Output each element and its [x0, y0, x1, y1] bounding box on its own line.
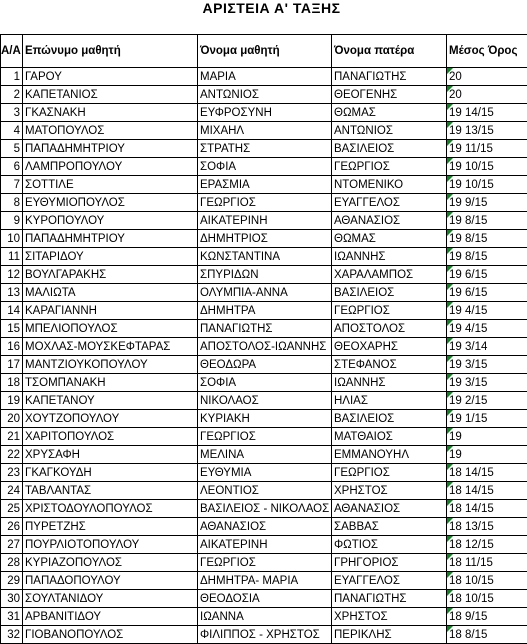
cell-father-name[interactable]: ΠΑΝΑΓΙΩΤΗΣ	[332, 590, 447, 608]
cell-surname[interactable]: ΠΑΠΑΔΟΠΟΥΛΟΥ	[23, 572, 198, 590]
header-first-name: Όνομα μαθητή	[198, 35, 332, 68]
table-row	[1, 230, 527, 248]
cell-index[interactable]: 30	[1, 590, 23, 608]
cell-index[interactable]: 5	[1, 140, 23, 158]
table-row	[1, 428, 527, 446]
cell-index[interactable]: 9	[1, 212, 23, 230]
cell-father-name[interactable]: ΙΩΑΝΝΗΣ	[332, 374, 447, 392]
cell-index[interactable]: 6	[1, 158, 23, 176]
cell-average[interactable]: 19 10/15	[447, 176, 527, 194]
table-row	[1, 356, 527, 374]
table-row	[1, 410, 527, 428]
table-row	[1, 392, 527, 410]
cell-first-name[interactable]: ΜΕΛΙΝΑ	[198, 446, 332, 464]
table-row	[1, 68, 527, 86]
cell-first-name[interactable]: ΙΩΑΝΝΑ	[198, 608, 332, 626]
cell-index[interactable]: 20	[1, 410, 23, 428]
cell-index[interactable]: 12	[1, 266, 23, 284]
cell-surname[interactable]: ΠΑΠΑΔΗΜΗΤΡΙΟΥ	[23, 140, 198, 158]
table-row	[1, 626, 527, 644]
header-average: Μέσος Όρος	[447, 35, 527, 68]
cell-surname[interactable]: ΜΠΕΛΙΟΠΟΥΛΟΣ	[23, 320, 198, 338]
cell-first-name[interactable]: ΣΠΥΡΙΔΩΝ	[198, 266, 332, 284]
cell-surname[interactable]: ΑΡΒΑΝΙΤΙΔΟΥ	[23, 608, 198, 626]
cell-average[interactable]: 19 4/15	[447, 320, 527, 338]
cell-surname[interactable]: ΚΑΡΑΓΙΑΝΝΗ	[23, 302, 198, 320]
cell-first-name[interactable]: ΑΝΤΩΝΙΟΣ	[198, 86, 332, 104]
cell-father-name[interactable]: ΕΥΑΓΓΕΛΟΣ	[332, 572, 447, 590]
cell-average[interactable]: 19 8/15	[447, 212, 527, 230]
cell-surname[interactable]: ΠΑΠΑΔΗΜΗΤΡΙΟΥ	[23, 230, 198, 248]
cell-father-name[interactable]: ΑΠΟΣΤΟΛΟΣ	[332, 320, 447, 338]
cell-index[interactable]: 11	[1, 248, 23, 266]
table-row	[1, 176, 527, 194]
cell-average[interactable]: 19 3/14	[447, 338, 527, 356]
cell-surname[interactable]: ΣΟΤΤΙΛΕ	[23, 176, 198, 194]
cell-average[interactable]: 18 8/15	[447, 626, 527, 644]
cell-father-name[interactable]: ΓΕΩΡΓΙΟΣ	[332, 158, 447, 176]
cell-average[interactable]: 19	[447, 428, 527, 446]
cell-average[interactable]: 19 6/15	[447, 284, 527, 302]
cell-average[interactable]: 19	[447, 446, 527, 464]
cell-father-name[interactable]: ΑΘΑΝΑΣΙΟΣ	[332, 500, 447, 518]
cell-average[interactable]: 19 6/15	[447, 266, 527, 284]
table-row	[1, 140, 527, 158]
table-row	[1, 302, 527, 320]
cell-father-name[interactable]: ΣΑΒΒΑΣ	[332, 518, 447, 536]
cell-father-name[interactable]: ΜΑΤΘΑΙΟΣ	[332, 428, 447, 446]
table-row	[1, 500, 527, 518]
cell-father-name[interactable]: ΗΛΙΑΣ	[332, 392, 447, 410]
cell-surname[interactable]: ΓΚΑΓΚΟΥΔΗ	[23, 464, 198, 482]
cell-first-name[interactable]: ΓΕΩΡΓΙΟΣ	[198, 554, 332, 572]
cell-first-name[interactable]: ΔΗΜΗΤΡΙΟΣ	[198, 230, 332, 248]
cell-index[interactable]: 24	[1, 482, 23, 500]
cell-father-name[interactable]: ΘΩΜΑΣ	[332, 230, 447, 248]
cell-father-name[interactable]: ΙΩΑΝΝΗΣ	[332, 248, 447, 266]
cell-index[interactable]: 7	[1, 176, 23, 194]
table-row	[1, 482, 527, 500]
cell-average[interactable]: 18 10/15	[447, 590, 527, 608]
cell-father-name[interactable]: ΠΕΡΙΚΛΗΣ	[332, 626, 447, 644]
cell-first-name[interactable]: ΑΘΑΝΑΣΙΟΣ	[198, 518, 332, 536]
cell-index[interactable]: 21	[1, 428, 23, 446]
table-row	[1, 374, 527, 392]
cell-index[interactable]: 31	[1, 608, 23, 626]
cell-first-name[interactable]: ΛΕΟΝΤΙΟΣ	[198, 482, 332, 500]
cell-father-name[interactable]: ΓΕΩΡΓΙΟΣ	[332, 464, 447, 482]
cell-father-name[interactable]: ΕΜΜΑΝΟΥΗΛ	[332, 446, 447, 464]
cell-surname[interactable]: ΠΟΥΡΛΙΟΤΟΠΟΥΛΟΥ	[23, 536, 198, 554]
cell-surname[interactable]: ΣΙΤΑΡΙΔΟΥ	[23, 248, 198, 266]
table-row	[1, 266, 527, 284]
cell-first-name[interactable]: ΜΙΧΑΗΛ	[198, 122, 332, 140]
cell-average[interactable]: 18 14/15	[447, 500, 527, 518]
cell-average[interactable]: 19 1/15	[447, 410, 527, 428]
header-index: Α/Α	[1, 35, 23, 68]
table-row	[1, 86, 527, 104]
cell-surname[interactable]: ΧΡΥΣΑΦΗ	[23, 446, 198, 464]
cell-index[interactable]: 14	[1, 302, 23, 320]
cell-average[interactable]: 19 2/15	[447, 392, 527, 410]
table-row	[1, 248, 527, 266]
cell-average[interactable]: 18 10/15	[447, 572, 527, 590]
table-row	[1, 158, 527, 176]
cell-father-name[interactable]: ΓΡΗΓΟΡΙΟΣ	[332, 554, 447, 572]
cell-first-name[interactable]: ΑΠΟΣΤΟΛΟΣ-ΙΩΑΝΝΗΣ	[198, 338, 332, 356]
cell-surname[interactable]: ΛΑΜΠΡΟΠΟΥΛΟΥ	[23, 158, 198, 176]
cell-average[interactable]: 18 11/15	[447, 554, 527, 572]
table-row	[1, 572, 527, 590]
cell-father-name[interactable]: ΣΤΕΦΑΝΟΣ	[332, 356, 447, 374]
cell-surname[interactable]: ΜΑΛΙΩΤΑ	[23, 284, 198, 302]
cell-index[interactable]: 19	[1, 392, 23, 410]
cell-father-name[interactable]: ΧΡΗΣΤΟΣ	[332, 482, 447, 500]
cell-average[interactable]: 18 9/15	[447, 608, 527, 626]
cell-surname[interactable]: ΧΟΥΤΖΟΠΟΥΛΟΥ	[23, 410, 198, 428]
cell-index[interactable]: 26	[1, 518, 23, 536]
cell-surname[interactable]: ΚΥΡΙΑΖΟΠΟΥΛΟΣ	[23, 554, 198, 572]
cell-father-name[interactable]: ΧΡΗΣΤΟΣ	[332, 608, 447, 626]
cell-first-name[interactable]: ΜΑΡΙΑ	[198, 68, 332, 86]
cell-first-name[interactable]: ΦΙΛΙΠΠΟΣ - ΧΡΗΣΤΟΣ	[198, 626, 332, 644]
cell-first-name[interactable]: ΕΡΑΣΜΙΑ	[198, 176, 332, 194]
cell-surname[interactable]: ΓΑΡΟΥ	[23, 68, 198, 86]
table-row	[1, 518, 527, 536]
cell-average[interactable]: 19 3/15	[447, 356, 527, 374]
cell-first-name[interactable]: ΕΥΘΥΜΙΑ	[198, 464, 332, 482]
cell-first-name[interactable]: ΘΕΟΔΩΡΑ	[198, 356, 332, 374]
cell-father-name[interactable]: ΘΕΟΓΕΝΗΣ	[332, 86, 447, 104]
cell-first-name[interactable]: ΕΥΦΡΟΣΥΝΗ	[198, 104, 332, 122]
cell-first-name[interactable]: ΑΙΚΑΤΕΡΙΝΗ	[198, 212, 332, 230]
table-row	[1, 284, 527, 302]
students-table	[0, 34, 527, 644]
cell-first-name[interactable]: ΝΙΚΟΛΑΟΣ	[198, 392, 332, 410]
cell-average[interactable]: 18 14/15	[447, 464, 527, 482]
cell-index[interactable]: 10	[1, 230, 23, 248]
cell-first-name[interactable]: ΠΑΝΑΓΙΩΤΗΣ	[198, 320, 332, 338]
cell-surname[interactable]: ΓΚΑΣΝΑΚΗ	[23, 104, 198, 122]
page-title: ΑΡΙΣΤΕΙΑ Α' ΤΑΞΗΣ	[8, 0, 527, 19]
cell-average[interactable]: 18 13/15	[447, 518, 527, 536]
cell-index[interactable]: 25	[1, 500, 23, 518]
table-row	[1, 590, 527, 608]
cell-index[interactable]: 18	[1, 374, 23, 392]
cell-first-name[interactable]: ΣΤΡΑΤΗΣ	[198, 140, 332, 158]
cell-index[interactable]: 4	[1, 122, 23, 140]
cell-surname[interactable]: ΤΑΒΛΑΝΤΑΣ	[23, 482, 198, 500]
table-row	[1, 194, 527, 212]
cell-first-name[interactable]: ΓΕΩΡΓΙΟΣ	[198, 194, 332, 212]
cell-first-name[interactable]: ΣΟΦΙΑ	[198, 158, 332, 176]
cell-index[interactable]: 16	[1, 338, 23, 356]
cell-first-name[interactable]: ΣΟΦΙΑ	[198, 374, 332, 392]
cell-father-name[interactable]: ΘΩΜΑΣ	[332, 104, 447, 122]
cell-father-name[interactable]: ΘΕΟΧΑΡΗΣ	[332, 338, 447, 356]
cell-index[interactable]: 8	[1, 194, 23, 212]
cell-index[interactable]: 17	[1, 356, 23, 374]
cell-average[interactable]: 19 9/15	[447, 194, 527, 212]
cell-index[interactable]: 15	[1, 320, 23, 338]
cell-average[interactable]: 19 13/15	[447, 122, 527, 140]
cell-index[interactable]: 3	[1, 104, 23, 122]
cell-father-name[interactable]: ΧΑΡΑΛΑΜΠΟΣ	[332, 266, 447, 284]
cell-index[interactable]: 13	[1, 284, 23, 302]
cell-surname[interactable]: ΧΡΙΣΤΟΔΟΥΛΟΠΟΥΛΟΣ	[23, 500, 198, 518]
table-row	[1, 212, 527, 230]
header-surname: Επώνυμο μαθητή	[23, 35, 198, 68]
cell-average[interactable]: 19 11/15	[447, 140, 527, 158]
table-row	[1, 536, 527, 554]
cell-average[interactable]: 19 10/15	[447, 158, 527, 176]
cell-first-name[interactable]: ΓΕΩΡΓΙΟΣ	[198, 428, 332, 446]
cell-first-name[interactable]: ΒΑΣΙΛΕΙΟΣ - ΝΙΚΟΛΑΟΣ	[198, 500, 332, 518]
cell-father-name[interactable]: ΓΕΩΡΓΙΟΣ	[332, 302, 447, 320]
cell-average[interactable]: 19 3/15	[447, 374, 527, 392]
cell-average[interactable]: 19 4/15	[447, 302, 527, 320]
cell-surname[interactable]: ΒΟΥΛΓΑΡΑΚΗΣ	[23, 266, 198, 284]
cell-surname[interactable]: ΕΥΘΥΜΙΟΠΟΥΛΟΣ	[23, 194, 198, 212]
cell-index[interactable]: 2	[1, 86, 23, 104]
cell-father-name[interactable]: ΦΩΤΙΟΣ	[332, 536, 447, 554]
cell-surname[interactable]: ΚΑΠΕΤΑΝΟΥ	[23, 392, 198, 410]
cell-average[interactable]: 19 8/15	[447, 230, 527, 248]
cell-first-name[interactable]: ΑΙΚΑΤΕΡΙΝΗ	[198, 536, 332, 554]
cell-father-name[interactable]: ΒΑΣΙΛΕΙΟΣ	[332, 284, 447, 302]
cell-index[interactable]: 22	[1, 446, 23, 464]
cell-surname[interactable]: ΣΟΥΛΤΑΝΙΔΟΥ	[23, 590, 198, 608]
cell-surname[interactable]: ΤΣΟΜΠΑΝΑΚΗ	[23, 374, 198, 392]
cell-first-name[interactable]: ΚΩΝΣΤΑΝΤΙΝΑ	[198, 248, 332, 266]
cell-father-name[interactable]: ΠΑΝΑΓΙΩΤΗΣ	[332, 68, 447, 86]
header-father-name: Όνομα πατέρα	[332, 35, 447, 68]
table-body	[1, 68, 527, 644]
cell-average[interactable]: 19 8/15	[447, 248, 527, 266]
cell-index[interactable]: 27	[1, 536, 23, 554]
cell-father-name[interactable]: ΕΥΑΓΓΕΛΟΣ	[332, 194, 447, 212]
table-row	[1, 464, 527, 482]
cell-surname[interactable]: ΓΙΟΒΑΝΟΠΟΥΛΟΣ	[23, 626, 198, 644]
cell-average[interactable]: 19 14/15	[447, 104, 527, 122]
cell-father-name[interactable]: ΑΘΑΝΑΣΙΟΣ	[332, 212, 447, 230]
cell-first-name[interactable]: ΚΥΡΙΑΚΗ	[198, 410, 332, 428]
cell-first-name[interactable]: ΘΕΟΔΟΣΙΑ	[198, 590, 332, 608]
cell-father-name[interactable]: ΝΤΟΜΕΝΙΚΟ	[332, 176, 447, 194]
cell-father-name[interactable]: ΒΑΣΙΛΕΙΟΣ	[332, 410, 447, 428]
table-row	[1, 338, 527, 356]
cell-index[interactable]: 29	[1, 572, 23, 590]
cell-average[interactable]: 20	[447, 68, 527, 86]
cell-index[interactable]: 28	[1, 554, 23, 572]
cell-father-name[interactable]: ΑΝΤΩΝΙΟΣ	[332, 122, 447, 140]
table-row	[1, 104, 527, 122]
cell-average[interactable]: 18 14/15	[447, 482, 527, 500]
cell-surname[interactable]: ΠΥΡΕΤΖΗΣ	[23, 518, 198, 536]
cell-surname[interactable]: ΜΟΧΛΑΣ-ΜΟΥΣΚΕΦΤΑΡΑΣ	[23, 338, 198, 356]
header-row	[1, 35, 527, 68]
table-row	[1, 608, 527, 626]
table-row	[1, 554, 527, 572]
cell-first-name[interactable]: ΔΗΜΗΤΡΑ	[198, 302, 332, 320]
cell-index[interactable]: 1	[1, 68, 23, 86]
cell-average[interactable]: 18 12/15	[447, 536, 527, 554]
cell-first-name[interactable]: ΔΗΜΗΤΡΑ- ΜΑΡΙΑ	[198, 572, 332, 590]
cell-father-name[interactable]: ΒΑΣΙΛΕΙΟΣ	[332, 140, 447, 158]
cell-surname[interactable]: ΚΥΡΟΠΟΥΛΟΥ	[23, 212, 198, 230]
table-row	[1, 446, 527, 464]
cell-surname[interactable]: ΧΑΡΙΤΟΠΟΥΛΟΣ	[23, 428, 198, 446]
cell-first-name[interactable]: ΟΛΥΜΠΙΑ-ΑΝΝΑ	[198, 284, 332, 302]
cell-index[interactable]: 23	[1, 464, 23, 482]
cell-average[interactable]: 20	[447, 86, 527, 104]
cell-index[interactable]: 32	[1, 626, 23, 644]
cell-surname[interactable]: ΜΑΝΤΖΙΟΥΚΟΠΟΥΛΟΥ	[23, 356, 198, 374]
table-row	[1, 122, 527, 140]
table-row	[1, 320, 527, 338]
cell-surname[interactable]: ΚΑΠΕΤΑΝΙΟΣ	[23, 86, 198, 104]
cell-surname[interactable]: ΜΑΤΟΠΟΥΛΟΣ	[23, 122, 198, 140]
